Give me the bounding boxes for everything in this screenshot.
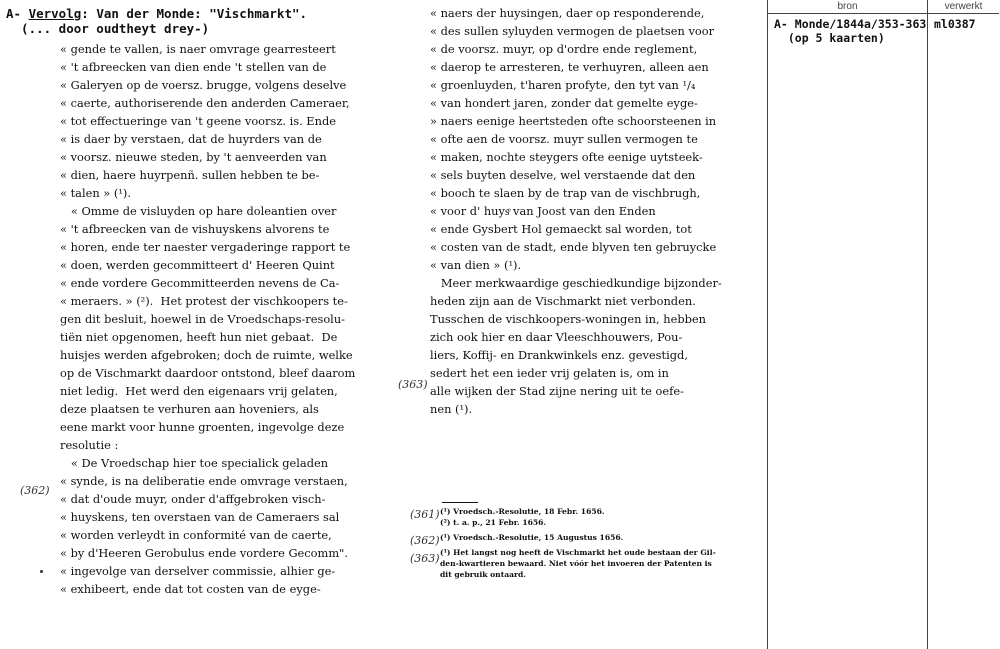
text-line: « ende vordere Gecommitteerden nevens de Ca- xyxy=(60,276,340,290)
text-line: « van hondert jaren, zonder dat gemelte eyge- xyxy=(430,96,698,110)
text-line: huisjes werden afgebroken; doch de ruimte, welke xyxy=(60,348,353,362)
text-line: « voorsz. nieuwe steden, by 't aenveerden van xyxy=(60,150,327,164)
text-line: Tusschen de vischkoopers-woningen in, hebben xyxy=(430,312,706,326)
text-line: « caerte, authoriserende den anderden Cameraer, xyxy=(60,96,350,110)
text-line: « horen, ende ter naester vergaderinge rapport te xyxy=(60,240,351,254)
text-line: « ingevolge van derselver commissie, alhier ge- xyxy=(60,564,336,578)
text-line: « des sullen syluyden vermogen de plaetsen voor xyxy=(430,24,715,38)
text-line: « De Vroedschap hier toe specialick geladen xyxy=(60,456,329,470)
heading-prefix: A- xyxy=(6,6,29,21)
text-line: « costen van de stadt, ende blyven ten gebruycke xyxy=(430,240,717,254)
footnote-line: (¹) Vroedsch.-Resolutie, 18 Febr. 1656. xyxy=(440,507,605,516)
text-line: alle wijken der Stad zijne nering uit te oefe- xyxy=(430,384,684,398)
bron-reference: A- Monde/1844a/353-363 xyxy=(774,17,927,31)
bron-cards: (op 5 kaarten) xyxy=(774,31,885,45)
text-line: gen dit besluit, hoewel in de Vroedschaps-resolu- xyxy=(60,312,345,326)
text-line: « ofte aen de voorsz. muyr sullen vermogen te xyxy=(430,132,698,146)
header-bron: bron xyxy=(768,0,928,14)
heading-title: : Van der Monde: "Vischmarkt". xyxy=(81,6,308,21)
text-line: op de Vischmarkt daardoor ontstond, bleef daarom xyxy=(60,366,356,380)
text-line: « maken, nochte steygers ofte eenige uytsteek- xyxy=(430,150,703,164)
text-line: « van dien » (¹). xyxy=(430,258,522,272)
text-line: eene markt voor hunne groenten, ingevolge deze xyxy=(60,420,345,434)
text-line: « synde, is na deliberatie ende omvrage verstaen, xyxy=(60,474,348,488)
cell-verwerkt: ml0387 xyxy=(934,17,976,31)
footnote-line: (¹) Vroedsch.-Resolutie, 15 Augustus 1656. xyxy=(440,533,624,542)
margin-note-362: (362) xyxy=(20,484,50,497)
text-line: « by d'Heeren Gerobulus ende vordere Gecomm". xyxy=(60,546,348,560)
text-line: sedert het een ieder vrij gelaten is, om in xyxy=(430,366,669,380)
footnote-rule xyxy=(442,502,478,503)
text-line: « dien, haere huyrpenñ. sullen hebben te be- xyxy=(60,168,320,182)
text-line: « doen, werden gecommitteert d' Heeren Quint xyxy=(60,258,335,272)
margin-dot xyxy=(40,570,43,573)
text-line: « Galeryen op de voersz. brugge, volgens deselve xyxy=(60,78,347,92)
cell-bron xyxy=(774,17,926,45)
text-line: « naers der huysingen, daer op responderende, xyxy=(430,6,705,20)
text-line: « groenluyden, t'haren profyte, den tyt van ¹/₄ xyxy=(430,78,696,92)
text-line: « worden verleydt in conformité van de caerte, xyxy=(60,528,332,542)
text-line: liers, Koffij- en Drankwinkels enz. gevestigd, xyxy=(430,348,688,362)
text-line: » naers eenige heertsteden ofte schoorsteenen in xyxy=(430,114,717,128)
footnote-line: den-kwartieren bewaard. Niet vóór het invoeren der Patenten is xyxy=(440,559,712,568)
footnote-margin-361: (361) xyxy=(410,508,440,521)
text-line: heden zijn aan de Vischmarkt niet verbonden. xyxy=(430,294,696,308)
text-line: « booch te slaen by de trap van de vischbrugh, xyxy=(430,186,701,200)
header-verwerkt: verwerkt xyxy=(928,0,999,14)
text-line: « voor d' huysͤ van Joost van den Enden xyxy=(430,204,656,218)
footnote-line: (¹) Het langst nog heeft de Vischmarkt het oude bestaan der Gil- xyxy=(440,548,716,557)
text-line: « tot effectueringe van 't geene voorsz. is. Ende xyxy=(60,114,336,128)
text-line: « daerop te arresteren, te verhuyren, alleen aen xyxy=(430,60,709,74)
text-line: « talen » (¹). xyxy=(60,186,131,200)
text-line: « de voorsz. muyr, op d'ordre ende reglement, xyxy=(430,42,698,56)
footnote-margin-363: (363) xyxy=(410,552,440,565)
text-line: Meer merkwaardige geschiedkundige bijzonder- xyxy=(430,276,722,290)
text-line: zich ook hier en daar Vleeschhouwers, Pou- xyxy=(430,330,683,344)
text-line: « gende te vallen, is naer omvrage gearresteert xyxy=(60,42,336,56)
text-line: « ende Gysbert Hol gemaeckt sal worden, tot xyxy=(430,222,692,236)
text-line: « huyskens, ten overstaen van de Cameraers sal xyxy=(60,510,340,524)
footnote-margin-362: (362) xyxy=(410,534,440,547)
heading-vervolg: Vervolg xyxy=(28,6,82,21)
margin-note-363: (363) xyxy=(398,378,428,391)
text-line: nen (¹). xyxy=(430,402,473,416)
text-line: « is daer by verstaen, dat de huyrders van de xyxy=(60,132,322,146)
text-line: « 't afbreecken van de vishuyskens alvorens te xyxy=(60,222,330,236)
heading-subtitle: (... door oudtheyt drey-) xyxy=(6,21,210,36)
table-column-divider xyxy=(927,13,928,649)
left-text-column xyxy=(60,40,365,598)
text-line: « dat d'oude muyr, onder d'affgebroken visch- xyxy=(60,492,326,506)
metadata-table xyxy=(767,0,999,649)
text-line: « Omme de visluyden op hare doleantien over xyxy=(60,204,337,218)
text-line: « sels buyten deselve, wel verstaende dat den xyxy=(430,168,696,182)
text-line: tiën niet opgenomen, heeft hun niet gebaat. De xyxy=(60,330,338,344)
text-line: « 't afbreecken van dien ende 't stellen van de xyxy=(60,60,327,74)
text-line: « meraers. » (²). Het protest der vischkoopers te- xyxy=(60,294,348,308)
footnote-line: (²) t. a. p., 21 Febr. 1656. xyxy=(440,518,547,527)
footnote-line: dit gebruik ontaard. xyxy=(440,570,526,579)
middle-text-column xyxy=(430,4,742,418)
footnotes xyxy=(440,506,750,580)
document-heading xyxy=(6,6,307,36)
text-line: niet ledig. Het werd den eigenaars vrij gelaten, xyxy=(60,384,338,398)
text-line: resolutie : xyxy=(60,438,119,452)
text-line: « exhibeert, ende dat tot costen van de eyge- xyxy=(60,582,321,596)
text-line: deze plaatsen te verhuren aan hoveniers, als xyxy=(60,402,319,416)
